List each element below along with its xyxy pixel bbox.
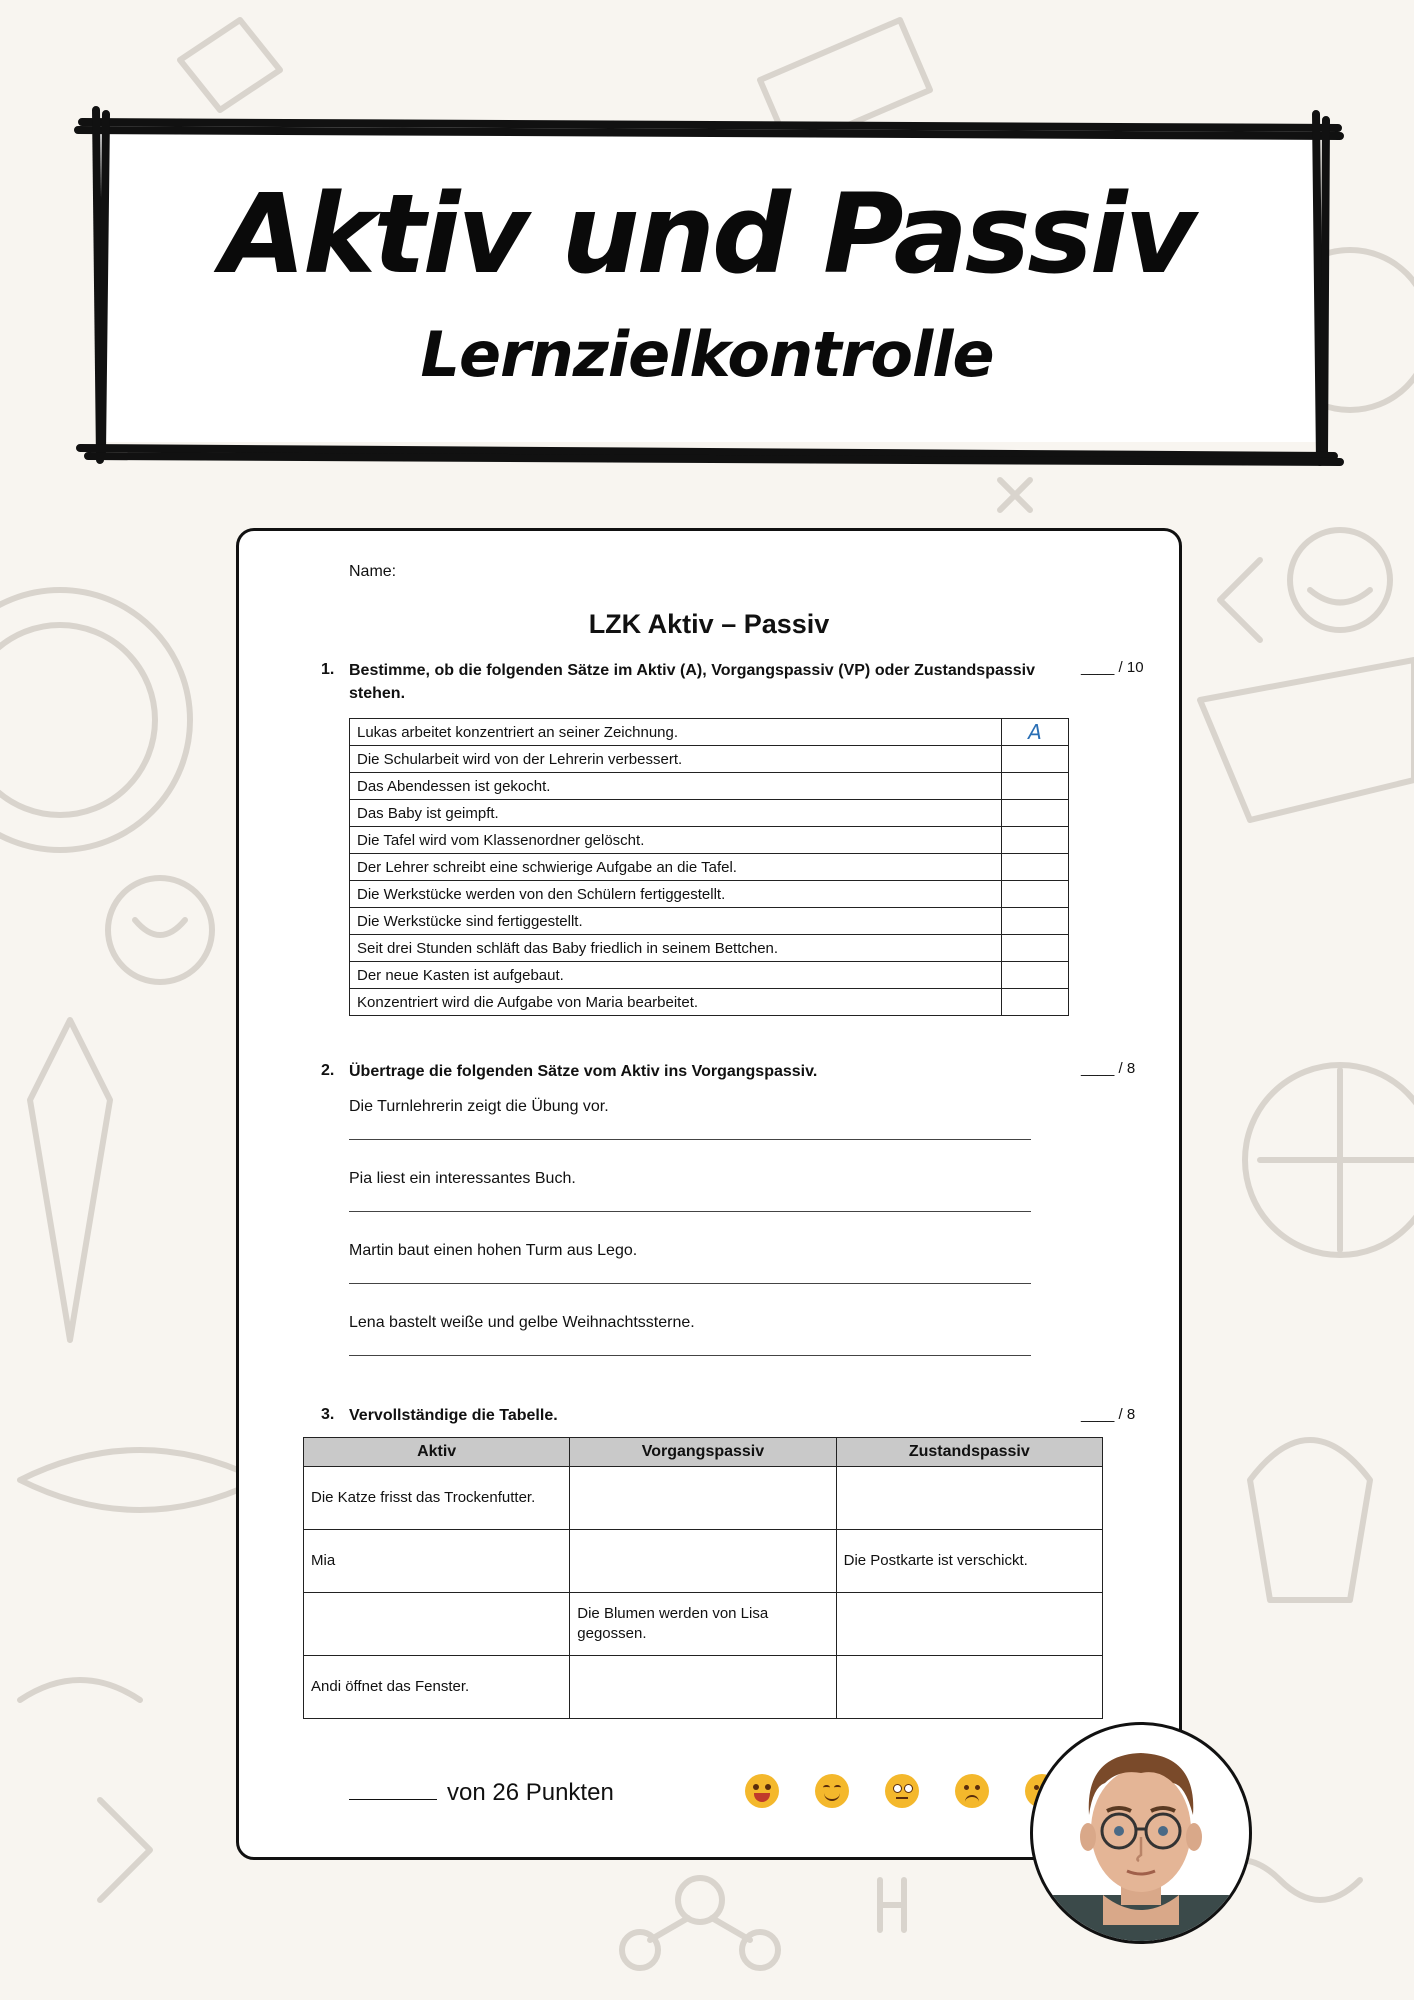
task3-instruction: Vervollständige die Tabelle. (349, 1407, 558, 1424)
task3-table (303, 1437, 1103, 1719)
answer-cell[interactable] (1002, 800, 1069, 827)
table-cell: Die Postkarte ist verschickt. (836, 1530, 1102, 1593)
column-header-aktiv: Aktiv (304, 1438, 570, 1467)
task1-number: 1. (321, 661, 335, 678)
table-row (350, 908, 1069, 935)
sentence-cell: Die Werkstücke sind fertiggestellt. (350, 908, 1002, 935)
answer-line[interactable] (349, 1355, 1031, 1356)
worksheet-card (236, 528, 1182, 1860)
frowning-face-icon (955, 1774, 989, 1808)
sentence-cell: Das Abendessen ist gekocht. (350, 773, 1002, 800)
table-cell: Die Katze frisst das Trockenfutter. (304, 1467, 570, 1530)
answer-line[interactable] (349, 1211, 1031, 1212)
task2-points: ____ / 8 (1081, 1060, 1136, 1077)
answer-cell[interactable] (1002, 746, 1069, 773)
answer-cell[interactable] (1002, 908, 1069, 935)
table-row (350, 773, 1069, 800)
task2-sentence: Martin baut einen hohen Turm aus Lego. (349, 1242, 638, 1259)
table-row (350, 719, 1069, 746)
answer-cell[interactable] (1002, 935, 1069, 962)
sentence-cell: Die Schularbeit wird von der Lehrerin verbessert. (350, 746, 1002, 773)
table-cell: Andi öffnet das Fenster. (304, 1656, 570, 1719)
sentence-cell: Seit drei Stunden schläft das Baby friedlich in seinem Bettchen. (350, 935, 1002, 962)
answer-cell[interactable] (1002, 827, 1069, 854)
answer-cell[interactable] (1002, 989, 1069, 1016)
answer-cell[interactable] (1002, 881, 1069, 908)
score-line (349, 1779, 614, 1807)
table-row (350, 989, 1069, 1016)
table-cell[interactable] (570, 1467, 836, 1530)
answer-cell[interactable] (1002, 962, 1069, 989)
sentence-cell: Lukas arbeitet konzentriert an seiner Zeichnung. (350, 719, 1002, 746)
sentence-cell: Konzentriert wird die Aufgabe von Maria bearbeitet. (350, 989, 1002, 1016)
table-cell[interactable] (570, 1530, 836, 1593)
task1-instruction: Bestimme, ob die folgenden Sätze im Aktiv (A), Vorgangspassiv (VP) oder Zustandspassiv stehen. (349, 662, 1035, 702)
task2-number: 2. (321, 1062, 335, 1079)
answer-cell[interactable] (1002, 854, 1069, 881)
column-header-vorgangspassiv: Vorgangspassiv (570, 1438, 836, 1467)
task2-sentence: Lena bastelt weiße und gelbe Weihnachtssterne. (349, 1314, 695, 1331)
sentence-cell: Die Werkstücke werden von den Schülern fertiggestellt. (350, 881, 1002, 908)
sentence-cell: Der Lehrer schreibt eine schwierige Aufgabe an die Tafel. (350, 854, 1002, 881)
name-label: Name: (349, 563, 397, 580)
worksheet-title: LZK Aktiv – Passiv (588, 609, 830, 639)
table-cell: Die Blumen werden von Lisa gegossen. (570, 1593, 836, 1656)
avatar-portrait (1033, 1725, 1249, 1941)
answer-line[interactable] (349, 1139, 1031, 1140)
table-cell[interactable] (836, 1656, 1102, 1719)
table-row (304, 1593, 1103, 1656)
table-row (350, 962, 1069, 989)
page-title: Aktiv und Passiv (220, 170, 1194, 298)
task1-points: ____ / 10 (1081, 659, 1144, 676)
avatar (1030, 1722, 1252, 1944)
table-cell[interactable] (570, 1656, 836, 1719)
table-row (350, 827, 1069, 854)
table-cell[interactable] (836, 1593, 1102, 1656)
table-row (350, 746, 1069, 773)
score-blank[interactable] (349, 1799, 437, 1800)
task2-instruction: Übertrage die folgenden Sätze vom Aktiv ins Vorgangspassiv. (349, 1063, 818, 1080)
answer-line[interactable] (349, 1283, 1031, 1284)
answer-cell[interactable] (1002, 773, 1069, 800)
table-row (304, 1467, 1103, 1530)
page-subtitle: Lernzielkontrolle (420, 318, 994, 391)
answer-cell[interactable]: A (1002, 719, 1069, 746)
neutral-face-icon (885, 1774, 919, 1808)
task2-sentence: Die Turnlehrerin zeigt die Übung vor. (349, 1098, 609, 1115)
column-header-zustandspassiv: Zustandspassiv (836, 1438, 1102, 1467)
task3-number: 3. (321, 1406, 335, 1423)
task3-points: ____ / 8 (1081, 1406, 1136, 1423)
sentence-cell: Der neue Kasten ist aufgebaut. (350, 962, 1002, 989)
task1-table (349, 718, 1069, 1016)
table-row (350, 881, 1069, 908)
table-row (350, 800, 1069, 827)
sentence-cell: Das Baby ist geimpft. (350, 800, 1002, 827)
score-label: von 26 Punkten (447, 1779, 614, 1806)
smiling-face-icon (815, 1774, 849, 1808)
table-cell[interactable] (836, 1467, 1102, 1530)
table-cell: Mia (304, 1530, 570, 1593)
table-cell[interactable] (304, 1593, 570, 1656)
table-row (350, 854, 1069, 881)
table-row (350, 935, 1069, 962)
task2-sentence: Pia liest ein interessantes Buch. (349, 1170, 576, 1187)
table-row (304, 1656, 1103, 1719)
table-row (304, 1530, 1103, 1593)
grinning-face-icon (745, 1774, 779, 1808)
sentence-cell: Die Tafel wird vom Klassenordner gelöscht. (350, 827, 1002, 854)
